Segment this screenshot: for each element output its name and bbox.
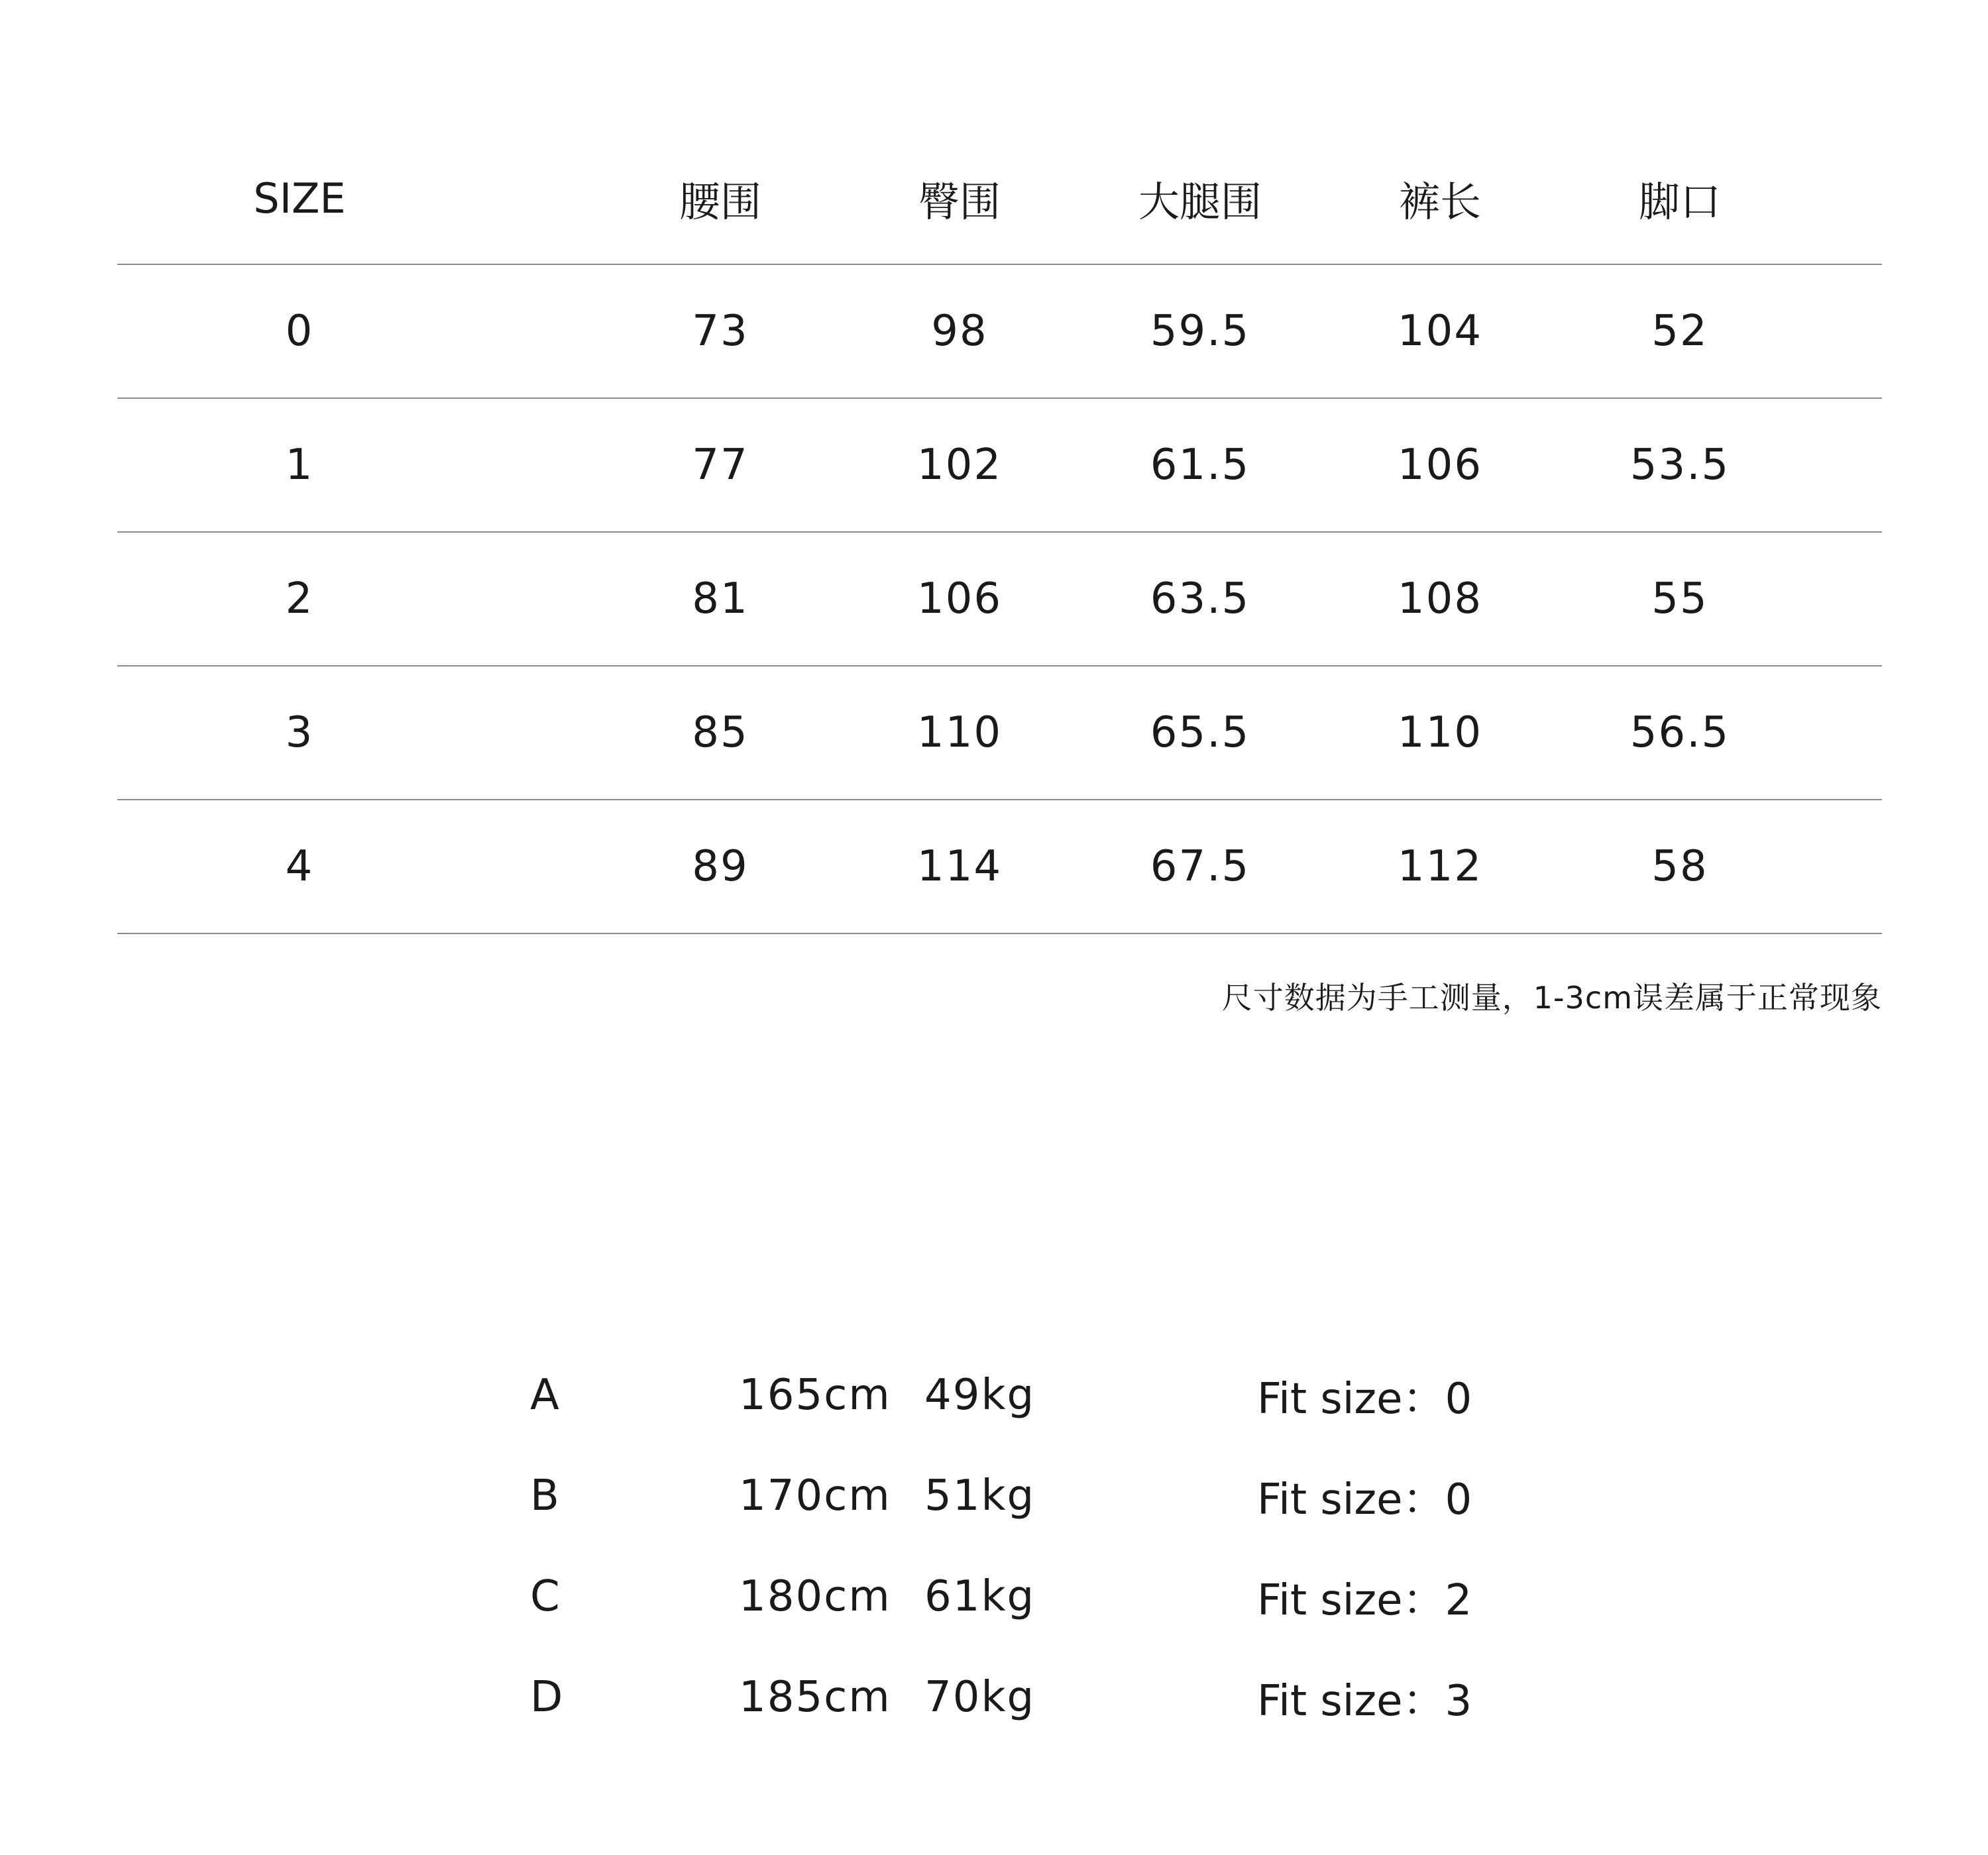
- model-fit-list: [0, 1345, 1988, 1748]
- model-height: 165cm: [739, 1371, 891, 1420]
- table-cell: 112: [1397, 842, 1483, 891]
- table-cell: 73: [692, 307, 749, 356]
- measurement-note: 尺寸数据为手工测量，1-3cm误差属于正常现象: [1221, 980, 1882, 1016]
- table-cell: 63.5: [1150, 574, 1250, 623]
- model-fit-size: Fit size：2: [1257, 1576, 1472, 1625]
- table-cell: 58: [1651, 842, 1708, 891]
- table-cell: 106: [916, 574, 1003, 623]
- model-weight: 51kg: [924, 1471, 1036, 1520]
- table-cell: 56.5: [1629, 708, 1730, 757]
- table-cell: 89: [692, 842, 749, 891]
- model-fit-size: Fit size：0: [1257, 1475, 1472, 1524]
- header-waist: 腰围: [679, 177, 761, 226]
- table-cell: 59.5: [1150, 307, 1250, 356]
- model-label: D: [530, 1673, 563, 1722]
- table-cell: 1: [285, 441, 314, 490]
- table-cell: 61.5: [1150, 441, 1250, 490]
- table-cell: 85: [692, 708, 749, 757]
- list-item: [0, 1446, 1988, 1546]
- table-cell: 55: [1651, 574, 1708, 623]
- table-cell: 110: [916, 708, 1003, 757]
- model-label: B: [530, 1471, 559, 1520]
- model-height: 170cm: [739, 1471, 891, 1520]
- model-label: C: [530, 1572, 560, 1621]
- list-item: [0, 1647, 1988, 1748]
- header-thigh: 大腿围: [1138, 177, 1262, 226]
- table-cell: 0: [285, 307, 314, 356]
- table-row: [117, 265, 1882, 399]
- table-row: [117, 533, 1882, 666]
- size-table: [117, 132, 1882, 934]
- header-hip: 臀围: [918, 177, 1001, 226]
- table-header-row: [117, 132, 1882, 265]
- list-item: [0, 1546, 1988, 1647]
- table-cell: 3: [285, 708, 314, 757]
- model-weight: 61kg: [924, 1572, 1036, 1621]
- table-cell: 102: [916, 441, 1003, 490]
- table-cell: 81: [692, 574, 749, 623]
- model-fit-size: Fit size：0: [1257, 1375, 1472, 1424]
- model-height: 180cm: [739, 1572, 891, 1621]
- header-leg-opening: 脚口: [1638, 177, 1721, 226]
- table-cell: 98: [931, 307, 988, 356]
- table-row: [117, 399, 1882, 533]
- table-cell: 4: [285, 842, 314, 891]
- table-cell: 53.5: [1629, 441, 1730, 490]
- header-length: 裤长: [1398, 177, 1481, 226]
- table-cell: 2: [285, 574, 314, 623]
- table-cell: 108: [1397, 574, 1483, 623]
- list-item: [0, 1345, 1988, 1446]
- table-cell: 52: [1651, 307, 1708, 356]
- model-label: A: [530, 1371, 559, 1420]
- table-row: [117, 800, 1882, 934]
- table-cell: 77: [692, 441, 749, 490]
- table-cell: 65.5: [1150, 708, 1250, 757]
- table-cell: 110: [1397, 708, 1483, 757]
- header-size: SIZE: [253, 174, 346, 223]
- model-weight: 70kg: [924, 1673, 1036, 1722]
- table-row: [117, 666, 1882, 800]
- table-cell: 106: [1397, 441, 1483, 490]
- model-weight: 49kg: [924, 1371, 1036, 1420]
- model-fit-size: Fit size：3: [1257, 1677, 1472, 1726]
- table-cell: 114: [916, 842, 1003, 891]
- table-cell: 104: [1397, 307, 1483, 356]
- model-height: 185cm: [739, 1673, 891, 1722]
- table-cell: 67.5: [1150, 842, 1250, 891]
